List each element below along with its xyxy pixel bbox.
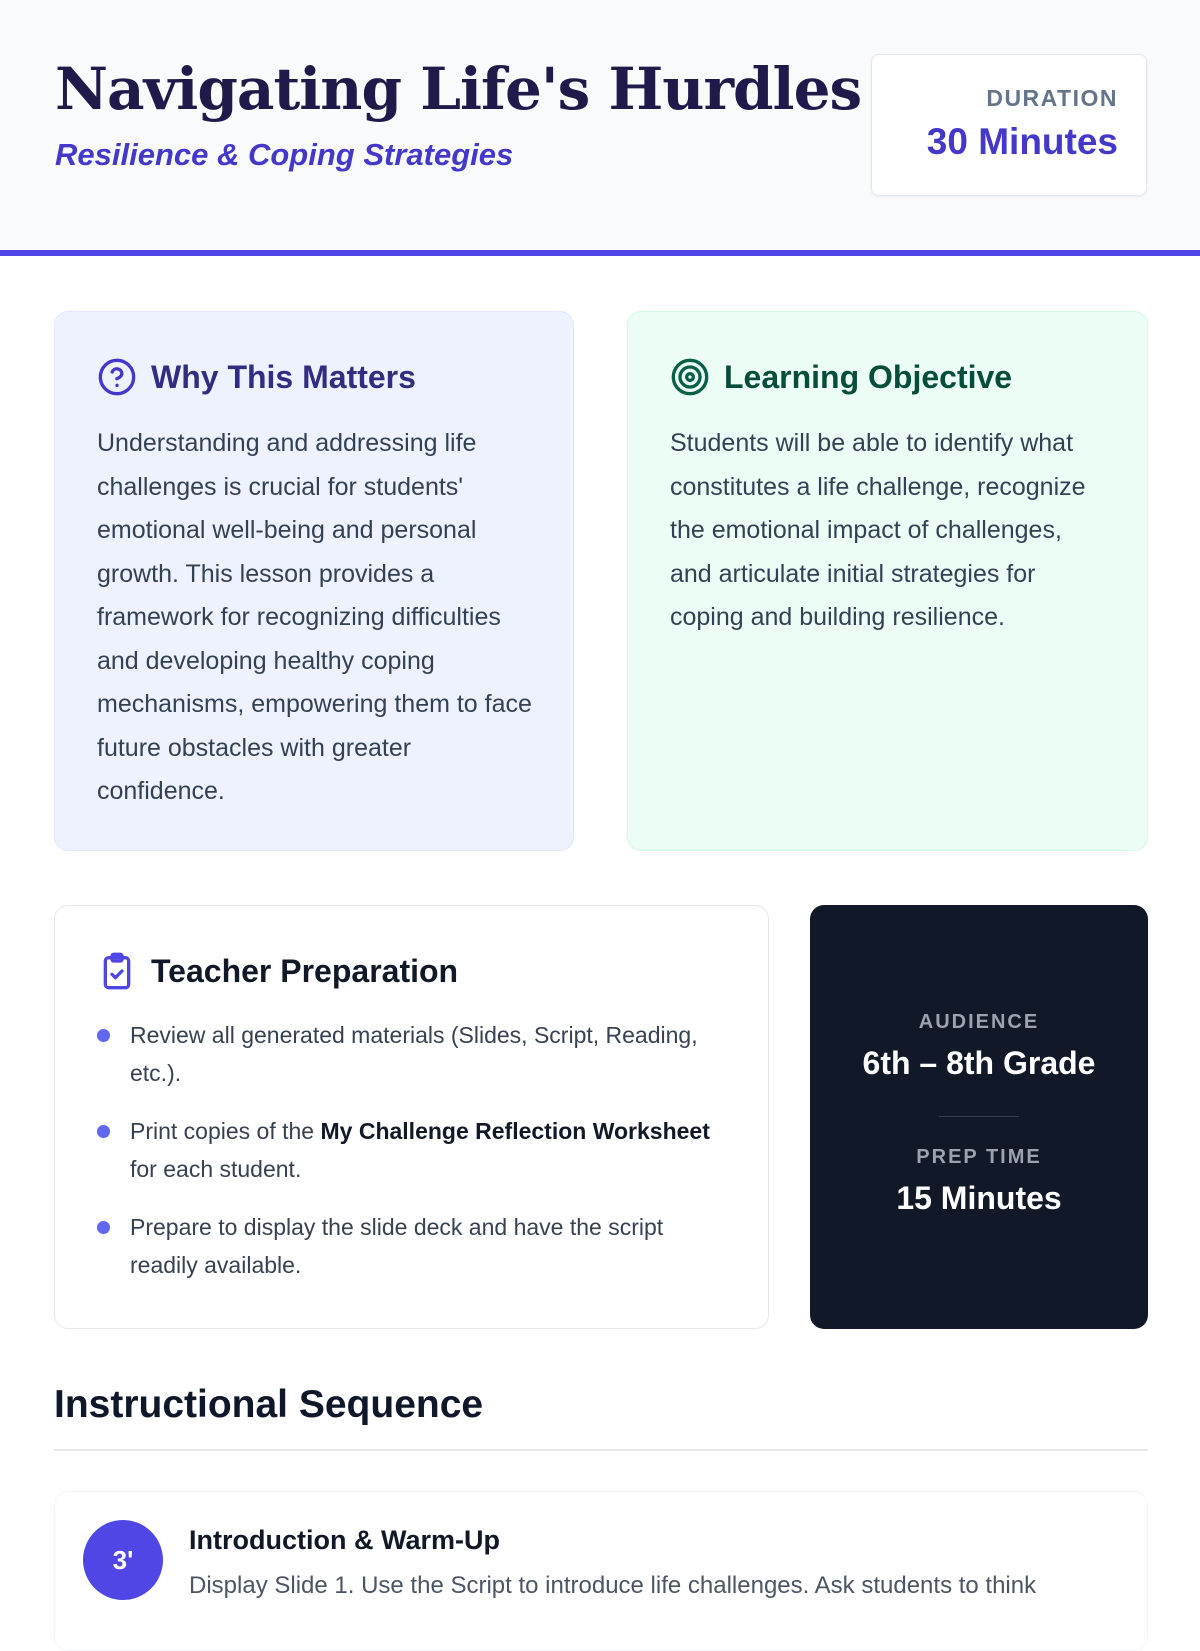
section-title: Instructional Sequence: [54, 1383, 484, 1426]
step-title: Introduction & Warm-Up: [189, 1525, 500, 1555]
prep-item-text: Print copies of the: [130, 1118, 321, 1144]
why-card-body: Understanding and addressing life challenges is crucial for students' emotional well-being and personal growth. This lesson provides a framework for recognizing difficulties and developing healthy coping mechanisms, empowering them to face future obstacles with greater confidence.: [97, 429, 532, 805]
prep-time-label: PREP TIME: [916, 1146, 1042, 1168]
sequence-step: [54, 1491, 1148, 1651]
duration-label: DURATION: [986, 85, 1118, 111]
lesson-meta-card: [810, 905, 1148, 1329]
audience-value: 6th – 8th Grade: [862, 1045, 1096, 1081]
prep-list: [97, 1016, 728, 1304]
list-item: [97, 1112, 728, 1188]
why-card-header: [97, 357, 416, 397]
prep-card-header: [97, 951, 458, 991]
page-title: Navigating Life's Hurdles: [55, 55, 862, 123]
prep-item-text: Prepare to display the slide deck and have the script readily available.: [130, 1214, 664, 1278]
step-description: Display Slide 1. Use the Script to introduce life challenges. Ask students to think: [189, 1572, 1037, 1599]
meta-divider: [939, 1116, 1019, 1117]
prep-time-value: 15 Minutes: [896, 1180, 1062, 1216]
question-circle-icon: [97, 357, 137, 397]
clipboard-check-icon: [97, 951, 137, 991]
learning-objective-card: [627, 311, 1148, 851]
why-card-title: Why This Matters: [151, 358, 416, 395]
bullet-dot-icon: [97, 1029, 110, 1042]
prep-item-text: for each student.: [130, 1156, 302, 1182]
lesson-header: [0, 0, 1200, 256]
target-icon: [670, 357, 710, 397]
duration-value: 30 Minutes: [926, 121, 1118, 162]
prep-card-title: Teacher Preparation: [151, 952, 459, 989]
objective-card-body: Students will be able to identify what constitutes a life challenge, recognize the emotional impact of challenges, and articulate initial strategies for coping and building resilience.: [670, 429, 1086, 631]
teacher-preparation-card: [54, 905, 769, 1329]
page-subtitle: Resilience & Coping Strategies: [55, 137, 514, 172]
worksheet-name: My Challenge Reflection Worksheet: [320, 1118, 710, 1144]
objective-card-header: [670, 357, 1012, 397]
step-duration-badge: 3': [83, 1520, 163, 1600]
bullet-dot-icon: [97, 1221, 110, 1234]
prep-item-text: Review all generated materials (Slides, Script, Reading, etc.).: [130, 1022, 698, 1086]
duration-box: [871, 54, 1147, 196]
list-item: [97, 1208, 728, 1284]
section-divider: [54, 1449, 1148, 1451]
list-item: [97, 1016, 728, 1092]
bullet-dot-icon: [97, 1125, 110, 1138]
why-this-matters-card: [54, 311, 574, 851]
audience-label: AUDIENCE: [918, 1011, 1040, 1033]
objective-card-title: Learning Objective: [724, 358, 1013, 395]
